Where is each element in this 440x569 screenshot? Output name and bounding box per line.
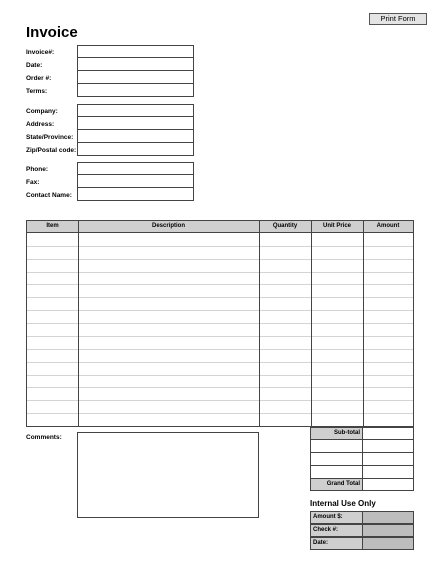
table-row-divider [27,400,413,401]
column-header-amount: Amount [376,223,400,229]
subtotal-label: Sub-total [310,427,363,440]
internal-amount-label: Amount $: [310,511,363,524]
internal-date-label: Date: [310,537,363,550]
order-number-field[interactable] [77,71,194,84]
state-province-field[interactable] [77,130,194,143]
grand-total-label: Grand Total [310,478,363,491]
zip-postal-field[interactable] [77,143,194,156]
comments-label: Comments: [26,434,62,441]
table-row-divider [27,310,413,311]
internal-check-label: Check #: [310,524,363,537]
table-row-divider [27,323,413,324]
column-header-item: Item [46,223,59,229]
table-row-divider [27,284,413,285]
table-row-divider [27,387,413,388]
state-province-label: State/Province: [26,134,74,141]
fax-field[interactable] [77,175,194,188]
totals-extra-field-2[interactable] [362,452,414,466]
invoice-title: Invoice [26,24,78,41]
column-header-description: Description [151,223,185,229]
address-field[interactable] [77,117,194,130]
company-field[interactable] [77,104,194,117]
items-table-header [27,221,413,233]
company-label: Company: [26,108,58,115]
table-row-divider [27,336,413,337]
items-table [26,220,414,427]
terms-label: Terms: [26,88,48,95]
date-label: Date: [26,62,43,69]
date-field[interactable] [77,58,194,71]
invoice-number-label: Invoice#: [26,49,55,56]
table-row-divider [27,349,413,350]
contact-name-label: Contact Name: [26,192,72,199]
fax-label: Fax: [26,179,40,186]
phone-label: Phone: [26,166,49,173]
grand-total-field[interactable] [362,478,414,491]
totals-extra-label-2 [310,452,363,466]
table-row-divider [27,297,413,298]
address-label: Address: [26,121,55,128]
phone-field[interactable] [77,162,194,175]
totals-extra-field-1[interactable] [362,439,414,453]
column-divider [259,221,260,426]
table-row-divider [27,375,413,376]
table-row-divider [27,413,413,414]
table-row-divider [27,246,413,247]
internal-check-field[interactable] [362,524,414,537]
internal-amount-field[interactable] [362,511,414,524]
column-header-unit-price: Unit Price [322,223,351,229]
totals-extra-label-3 [310,465,363,479]
contact-name-field[interactable] [77,188,194,201]
table-row-divider [27,259,413,260]
internal-date-field[interactable] [362,537,414,550]
terms-field[interactable] [77,84,194,97]
print-form-button[interactable]: Print Form [369,13,427,25]
column-header-quantity: Quantity [272,223,298,229]
comments-textarea[interactable] [77,432,259,518]
column-divider [78,221,79,426]
totals-extra-field-3[interactable] [362,465,414,479]
totals-extra-label-1 [310,439,363,453]
column-divider [311,221,312,426]
table-row-divider [27,362,413,363]
table-row-divider [27,272,413,273]
order-number-label: Order #: [26,75,52,82]
invoice-number-field[interactable] [77,45,194,58]
zip-postal-label: Zip/Postal code: [26,147,77,154]
internal-use-title: Internal Use Only [310,499,376,508]
column-divider [363,221,364,426]
